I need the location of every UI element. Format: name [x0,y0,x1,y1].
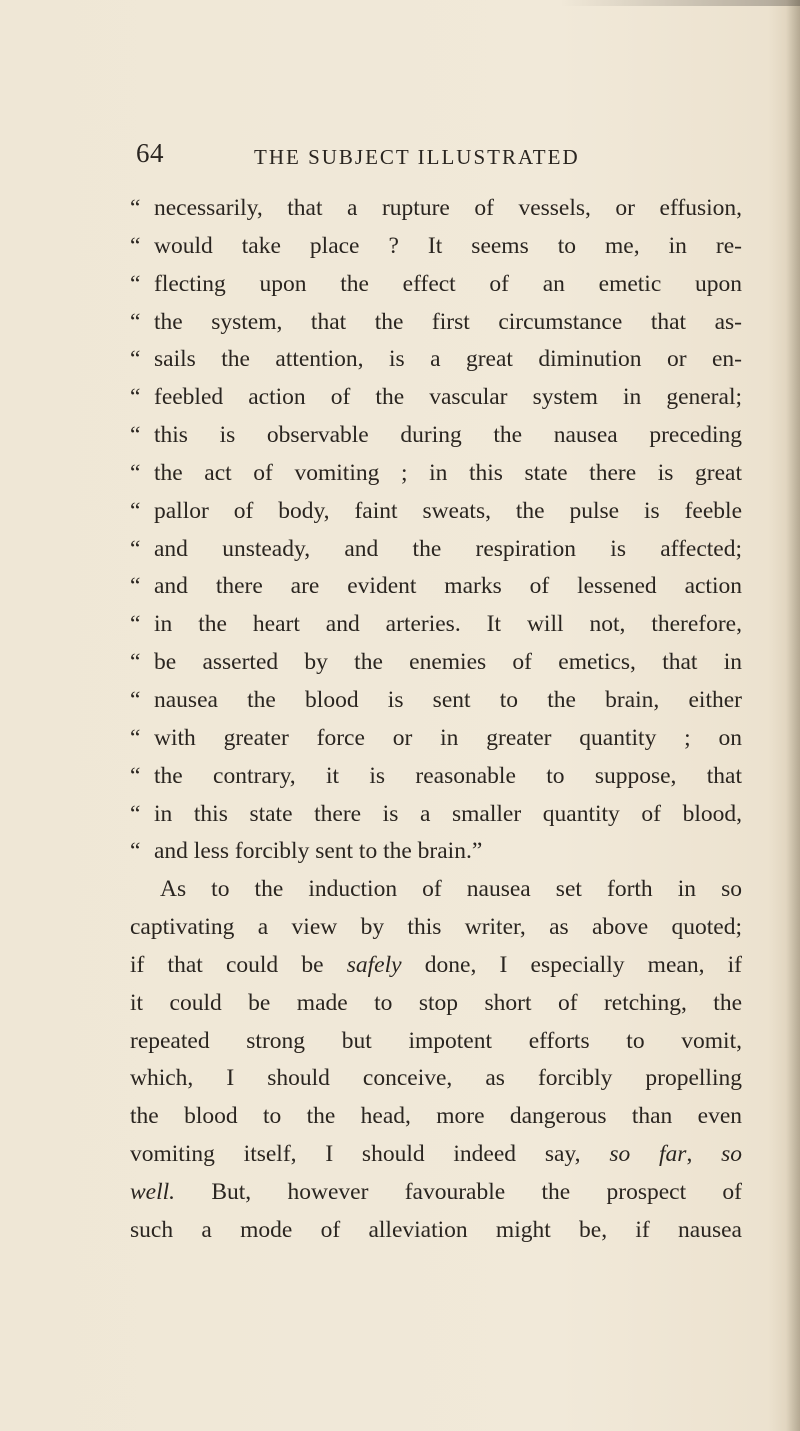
quote-mark: “ [130,384,141,411]
quote-mark: “ [130,649,141,676]
paragraph-line [130,947,742,985]
quote-line [130,417,742,455]
text-span: , [686,1141,722,1168]
italic-emphasis: so far [609,1141,687,1168]
quote-line [130,228,742,266]
quoted-passage [130,190,742,871]
quote-line [130,644,742,682]
quote-line [130,720,742,758]
italic-emphasis: safely [346,951,402,978]
paragraph-line: it could be made to stop short of retching, the [130,989,742,1016]
quote-line [130,568,742,606]
quote-line [130,304,742,342]
text-span: But, however favourable the prospect of [175,1178,742,1205]
quote-line-text: nausea the blood is sent to the brain, either [154,686,742,713]
quote-mark: “ [130,573,141,600]
paragraph-line [130,1136,742,1174]
quote-line-text: sails the attention, is a great diminution or en- [154,346,742,373]
quote-line-text: in the heart and arteries. It will not, therefore, [154,611,742,638]
quote-line-text: the system, that the first circumstance that as- [154,308,742,335]
page-header [0,138,800,178]
quote-line [130,341,742,379]
italic-emphasis: so [721,1141,743,1168]
quote-line [130,493,742,531]
paragraph-line: the blood to the head, more dangerous than even [130,1103,742,1130]
quote-mark: “ [130,308,141,335]
quote-line [130,190,742,228]
text-span: done, I especially mean, if [401,951,742,978]
quote-line-text: feebled action of the vascular system in general; [154,384,742,411]
quote-mark: “ [130,724,141,751]
paragraph-line: repeated strong but impotent efforts to vomit, [130,1027,742,1054]
quote-line-text: in this state there is a smaller quantity of blood, [154,800,742,827]
paragraph-line: which, I should conceive, as forcibly propelling [130,1065,742,1092]
quote-mark: “ [130,762,141,789]
quote-line-text: and less forcibly sent to the brain.” [154,838,483,865]
quote-mark: “ [130,686,141,713]
quote-line-text: and there are evident marks of lessened action [154,573,742,600]
quote-line-text: the contrary, it is reasonable to suppose, that [154,762,742,789]
quote-line-text: necessarily, that a rupture of vessels, or effusion, [154,195,742,221]
page-number: 64 [136,138,164,168]
paragraph-line: As to the induction of nausea set forth in so [160,876,742,903]
quote-line-text: with greater force or in greater quantity ; on [154,724,742,751]
quote-line-text: this is observable during the nausea preceding [154,422,742,449]
quote-line-text: flecting upon the effect of an emetic upon [154,270,742,297]
quote-line [130,833,742,871]
quote-mark: “ [130,611,141,638]
quote-line [130,758,742,796]
running-head: THE SUBJECT ILLUSTRATED [254,145,580,169]
quote-line-text: would take place ? It seems to me, in re- [154,232,742,259]
quote-line-text: and unsteady, and the respiration is affected; [154,535,742,562]
quote-mark: “ [130,232,141,259]
quote-line [130,796,742,834]
text-span: if that could be [130,951,347,978]
quote-line [130,455,742,493]
quote-line-text: be asserted by the enemies of emetics, that in [154,649,742,676]
quote-mark: “ [130,838,141,865]
quote-line [130,379,742,417]
page-edge-shadow [786,0,800,1431]
text-span: vomiting itself, I should indeed say, [130,1141,610,1168]
quote-mark: “ [130,195,141,221]
paragraph-line [130,1174,742,1212]
quote-mark: “ [130,497,141,524]
quote-line [130,606,742,644]
quote-mark: “ [130,270,141,297]
paragraph-line: such a mode of alleviation might be, if nausea [130,1216,742,1243]
quote-mark: “ [130,459,141,486]
quote-line-text: pallor of body, faint sweats, the pulse is feeble [154,497,742,524]
quote-mark: “ [130,346,141,373]
italic-emphasis: well. [130,1178,176,1205]
quote-line [130,531,742,569]
quote-line [130,266,742,304]
quote-mark: “ [130,800,141,827]
paragraph-line: captivating a view by this writer, as above quoted; [130,914,742,941]
paragraph [130,871,742,1249]
body-text [130,190,742,1250]
scan-edge-smudge [560,0,800,6]
quote-line-text: the act of vomiting ; in this state there is great [154,459,742,486]
quote-mark: “ [130,535,141,562]
quote-line [130,682,742,720]
quote-mark: “ [130,422,141,449]
